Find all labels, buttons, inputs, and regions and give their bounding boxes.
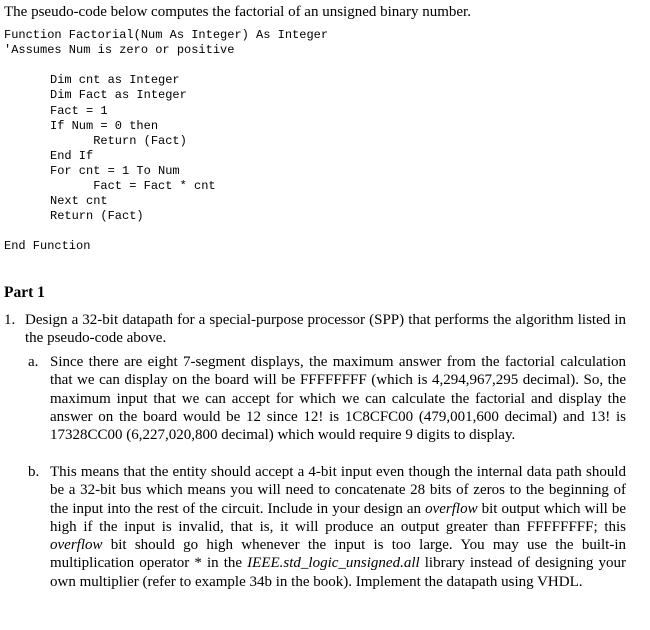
- item-1-text: Design a 32-bit datapath for a special-purpose processor (SPP) that performs the algorithm listed in the pseudo-code above.: [25, 312, 626, 347]
- code-comment: 'Assumes Num is zero or positive: [4, 43, 235, 57]
- code-line: If Num = 0 then: [50, 119, 159, 133]
- part-heading: Part 1: [4, 284, 45, 301]
- code-line: Fact = Fact * cnt: [50, 179, 216, 193]
- code-line: Dim cnt as Integer: [50, 73, 180, 87]
- code-line: Fact = 1: [50, 104, 108, 118]
- item-marker: 1.: [4, 312, 16, 328]
- code-function-header: Function Factorial(Num As Integer) As Integer: [4, 28, 329, 42]
- emphasis: overflow: [425, 500, 478, 517]
- text-run: bit should go high whenever the input is too large. You may use the built-in multiplication operator * in the: [50, 537, 626, 572]
- subitem-a-text: Since there are eight 7-segment displays, the maximum answer from the factorial calculation that we can display on the board will be FFFFFFFF (which is 4,294,967,295 decimal). So, the maximum input that we can accept for which we can calculate the factorial and display the answer on the board would be 12 since 12! is 1C8CFC00 (479,001,600 decimal) and 13! is 17328CC00 (6,227,020,800 decimal) which would require 9 digits to display.: [50, 354, 626, 444]
- library-name: IEEE.std_logic_unsigned.all: [247, 555, 420, 572]
- text-run: bit output which will be high if the input is invalid, that is, it will produce an output greater than FFFFFFFF; this: [50, 500, 626, 535]
- text-run: library instead of designing your own multiplier (refer to example 34b in the book). Implement the datapath using VHDL.: [50, 555, 626, 590]
- subitem-marker: a.: [28, 354, 39, 370]
- emphasis: overflow: [50, 537, 103, 554]
- code-line: Next cnt: [50, 194, 108, 208]
- code-line: For cnt = 1 To Num: [50, 164, 180, 178]
- intro-text: The pseudo-code below computes the factorial of an unsigned binary number.: [4, 4, 471, 20]
- code-line: Dim Fact as Integer: [50, 88, 187, 102]
- text-run: This means that the entity should accept a 4-bit input even though the internal data path should be a 32-bit bus which means you will need to concatenate 28 bits of zeros to the beginning of the input into the rest of the circuit. Include in your design an: [50, 464, 626, 517]
- code-line: Return (Fact): [50, 134, 187, 148]
- code-line: End If: [50, 149, 94, 163]
- subitem-marker: b.: [28, 464, 40, 480]
- code-function-footer: End Function: [4, 239, 91, 253]
- code-line: Return (Fact): [50, 209, 144, 223]
- subitem-b-text: [50, 463, 626, 591]
